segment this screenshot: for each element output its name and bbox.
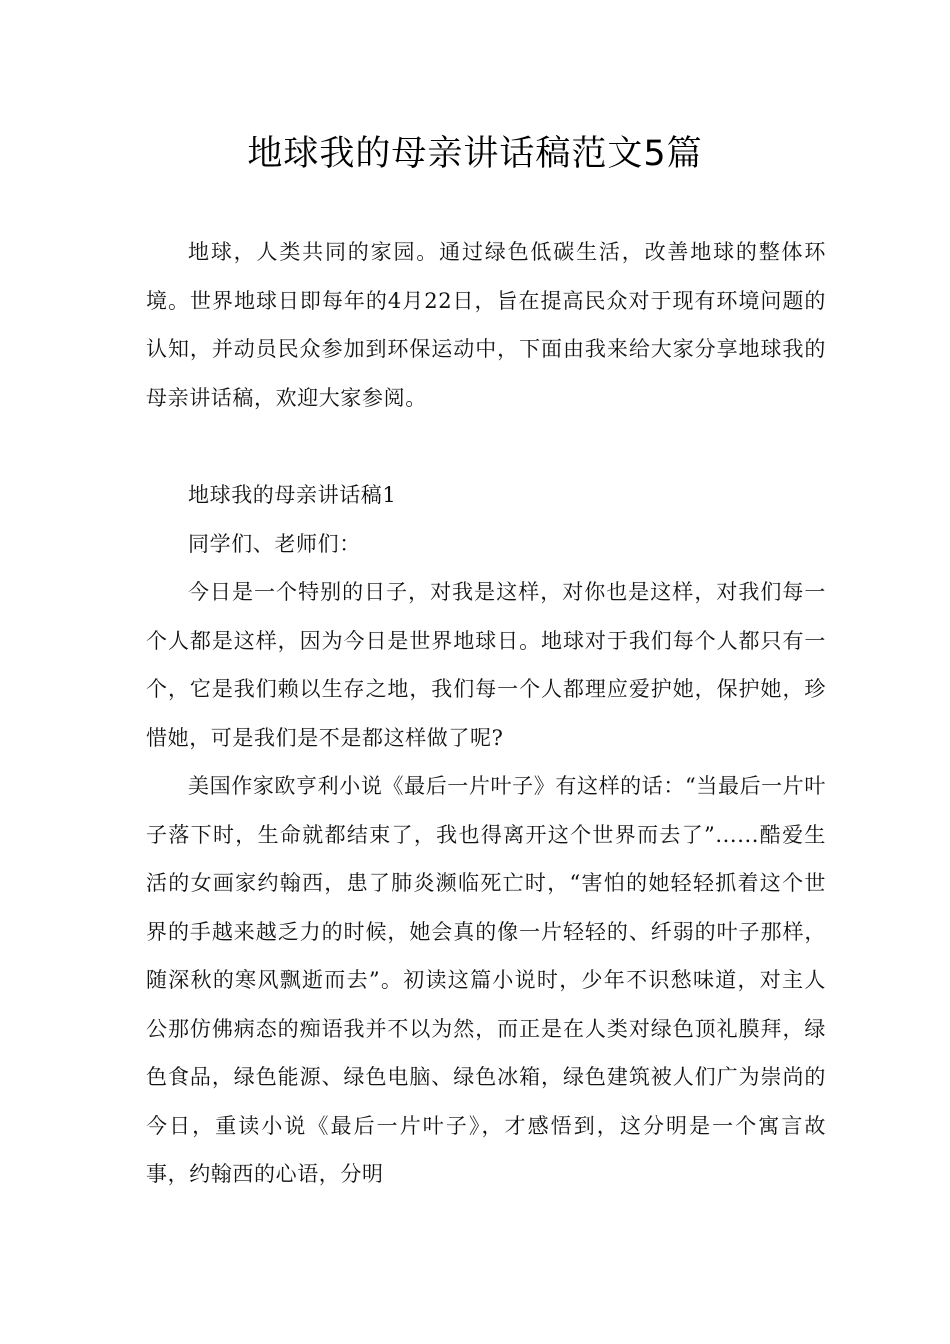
document-title: 地球我的母亲讲话稿范文5篇	[247, 134, 703, 174]
body-paragraph: 美国作家欧亨利小说《最后一片叶子》有这样的话：“当最后一片叶子落下时，生命就都结束了，我也得离开这个世界而去了”......酷爱生活的女画家约翰西，患了肺炎濒临死亡时，“害怕的她轻轻抓着这个世界的手越来越乏力的时候，她会真的像一片轻轻的、纤弱的叶子那样，随深秋的寒风飘逝而去”。初读这篇小说时，少年不识愁味道，对主人公那仿佛病态的痴语我并不以为然，而正是在人类对绿色顶礼膜拜，绿色食品，绿色能源、绿色电脑、绿色冰箱，绿色建筑被人们广为崇尚的今日，重读小说《最后一片叶子》，才感悟到，这分明是一个寓言故事，约翰西的心语，分明	[146, 774, 826, 1186]
body-paragraph: 今日是一个特别的日子，对我是这样，对你也是这样，对我们每一个人都是这样，因为今日是世界地球日。地球对于我们每个人都只有一个，它是我们赖以生存之地，我们每一个人都理应爱护她，保护她，珍惜她，可是我们是不是都这样做了呢?	[146, 580, 826, 750]
document-body	[146, 228, 826, 1199]
section-heading: 地球我的母亲讲话稿1	[188, 483, 397, 507]
intro-paragraph: 地球，人类共同的家园。通过绿色低碳生活，改善地球的整体环境。世界地球日即每年的4月22日，旨在提高民众对于现有环境问题的认知，并动员民众参加到环保运动中，下面由我来给大家分享地球我的母亲讲话稿，欢迎大家参阅。	[146, 240, 826, 410]
salutation: 同学们、老师们：	[188, 531, 361, 556]
